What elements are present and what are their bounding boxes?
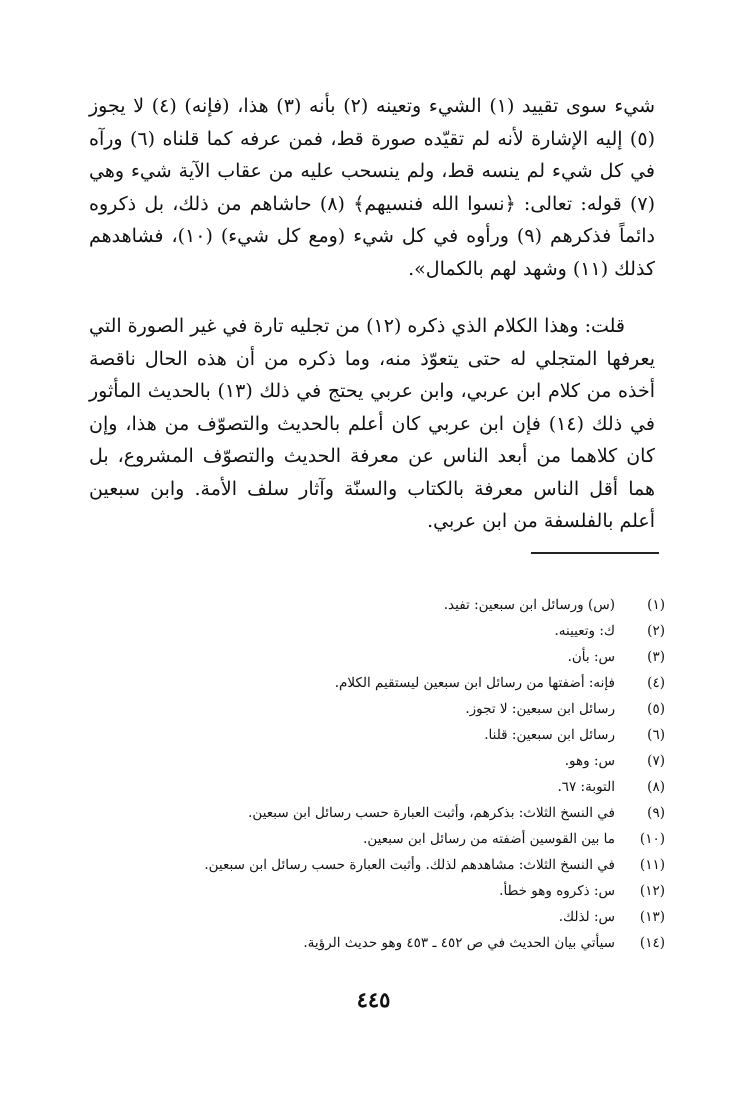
footnote-5 <box>90 696 665 722</box>
footnote-number: (٨) <box>647 779 665 795</box>
footnote-number: (١٤) <box>639 935 665 951</box>
footnote-number: (٣) <box>647 649 665 665</box>
footnote-2 <box>90 618 665 644</box>
footnote-text: رسائل ابن سبعين: لا تجوز. <box>465 701 615 717</box>
main-text <box>89 90 655 538</box>
footnote-number: (٧) <box>647 753 665 769</box>
footnote-number: (٤) <box>647 675 665 691</box>
footnote-10 <box>90 826 665 852</box>
footnote-12 <box>90 878 665 904</box>
footnote-6 <box>90 722 665 748</box>
footnote-text: في النسخ الثلاث: مشاهدهم لذلك. وأثبت العبارة حسب رسائل ابن سبعين. <box>204 857 615 873</box>
footnote-4 <box>90 670 665 696</box>
footnote-number: (٢) <box>647 623 665 639</box>
footnote-number: (١١) <box>639 857 665 873</box>
footnote-text: رسائل ابن سبعين: قلنا. <box>484 727 615 743</box>
footnote-number: (١٢) <box>639 883 665 899</box>
footnote-text: س: لذلك. <box>558 909 615 925</box>
footnote-text: ما بين القوسين أضفته من رسائل ابن سبعين. <box>363 831 615 847</box>
footnote-13 <box>90 904 665 930</box>
footnote-number: (٦) <box>647 727 665 743</box>
footnote-text: سيأتي بيان الحديث في ص ٤٥٢ ـ ٤٥٣ وهو حديث الرؤية. <box>303 935 615 951</box>
footnote-14 <box>90 930 665 956</box>
body-paragraph-1: شيء سوى تقييد (١) الشيء وتعينه (٢) بأنه (٣) هذا، (فإنه) (٤) لا يجوز (٥) إليه الإشارة لأنه لم تقيّده صورة قط، فمن عرفه كما قلناه (٦) ورآه في كل شيء لم ينسه قط، ولم ينسحب عليه من عقاب الآية شيء وهي (٧) قوله: تعالى: ﴿نسوا الله فنسيهم﴾ (٨) حاشاهم من ذلك، بل ذكروه دائماً فذكرهم (٩) ورأوه في كل شيء (ومع كل شيء) (١٠)، فشاهدهم كذلك (١١) وشهد لهم بالكمال». <box>89 95 656 280</box>
footnote-text: ك: وتعيينه. <box>554 623 615 639</box>
footnote-text: في النسخ الثلاث: بذكرهم، وأثبت العبارة حسب رسائل ابن سبعين. <box>248 805 615 821</box>
footnote-number: (١٠) <box>639 831 665 847</box>
footnote-text: (س) ورسائل ابن سبعين: تفيد. <box>443 597 615 613</box>
footnote-separator <box>531 552 659 554</box>
footnote-7 <box>90 748 665 774</box>
footnote-text: س: بأن. <box>567 649 615 665</box>
footnote-text: فإنه: أضفتها من رسائل ابن سبعين ليستقيم الكلام. <box>334 675 615 691</box>
footnote-9 <box>90 800 665 826</box>
page-number: ٤٤٥ <box>356 987 391 1012</box>
footnote-text: س: وهو. <box>564 753 615 769</box>
footnotes-list <box>90 592 665 956</box>
footnote-8 <box>90 774 665 800</box>
footnote-3 <box>90 644 665 670</box>
footnote-number: (١٣) <box>639 909 665 925</box>
footnote-text: التوبة: ٦٧. <box>557 779 615 795</box>
body-paragraph-2: قلت: وهذا الكلام الذي ذكره (١٢) من تجليه تارة في غير الصورة التي يعرفها المتجلي له حتى يتعوّذ منه، وما ذكره من أن هذه الحال ناقصة أخذه من كلام ابن عربي، وابن عربي يحتج في ذلك (١٣) بالحديث المأثور في ذلك (١٤) فإن ابن عربي كان أعلم بالحديث والتصوّف من هذا، وإن كان كلاهما من أبعد الناس عن معرفة الحديث والتصوّف المشروع، بل هما أقل الناس معرفة بالكتاب والسنّة وآثار سلف الأمة. وابن سبعين أعلم بالفلسفة من ابن عربي. <box>89 315 655 532</box>
footnote-text: س: ذكروه وهو خطأ. <box>499 883 615 899</box>
footnote-11 <box>90 852 665 878</box>
footnote-number: (٥) <box>647 701 665 717</box>
footnote-number: (٩) <box>647 805 665 821</box>
footnote-1 <box>90 592 665 618</box>
footnote-number: (١) <box>647 597 665 613</box>
